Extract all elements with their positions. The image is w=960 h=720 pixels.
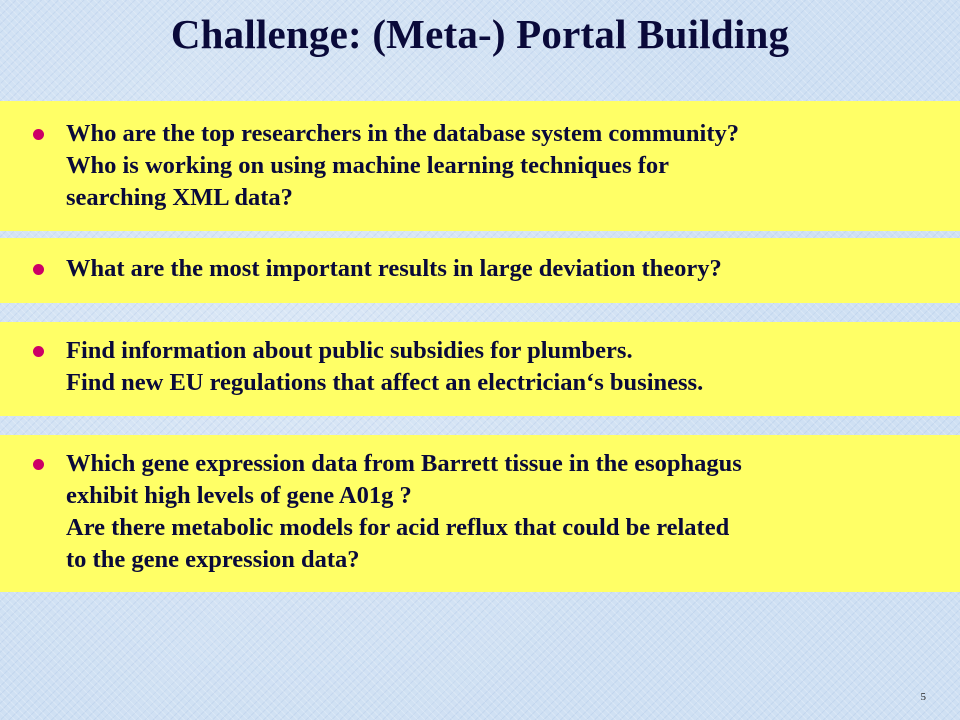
question-line: Who are the top researchers in the database system community? xyxy=(66,120,740,147)
question-band-gene-expression xyxy=(0,435,960,592)
question-line: Find information about public subsidies for plumbers. xyxy=(66,337,633,364)
question-line: Are there metabolic models for acid reflux that could be related xyxy=(66,514,730,541)
question-text xyxy=(66,448,956,576)
bullet-icon xyxy=(33,129,44,140)
bullet-icon xyxy=(33,264,44,275)
question-line: What are the most important results in large deviation theory? xyxy=(66,255,722,282)
question-band-researchers xyxy=(0,101,960,231)
page-number: 5 xyxy=(920,691,926,703)
question-line: Which gene expression data from Barrett tissue in the esophagus xyxy=(66,450,742,477)
question-line: Find new EU regulations that affect an electrician‘s business. xyxy=(66,369,704,396)
question-line: to the gene expression data? xyxy=(66,546,360,573)
question-band-deviation-theory xyxy=(0,238,960,303)
question-line: Who is working on using machine learning techniques for xyxy=(66,152,670,179)
question-text xyxy=(66,335,956,399)
question-text xyxy=(66,253,956,285)
bullet-icon xyxy=(33,459,44,470)
slide-title: Challenge: (Meta-) Portal Building xyxy=(170,11,790,57)
question-line: searching XML data? xyxy=(66,184,293,211)
question-line: exhibit high levels of gene A01g ? xyxy=(66,482,412,509)
question-text xyxy=(66,118,956,214)
question-band-plumbers xyxy=(0,322,960,416)
bullet-icon xyxy=(33,346,44,357)
